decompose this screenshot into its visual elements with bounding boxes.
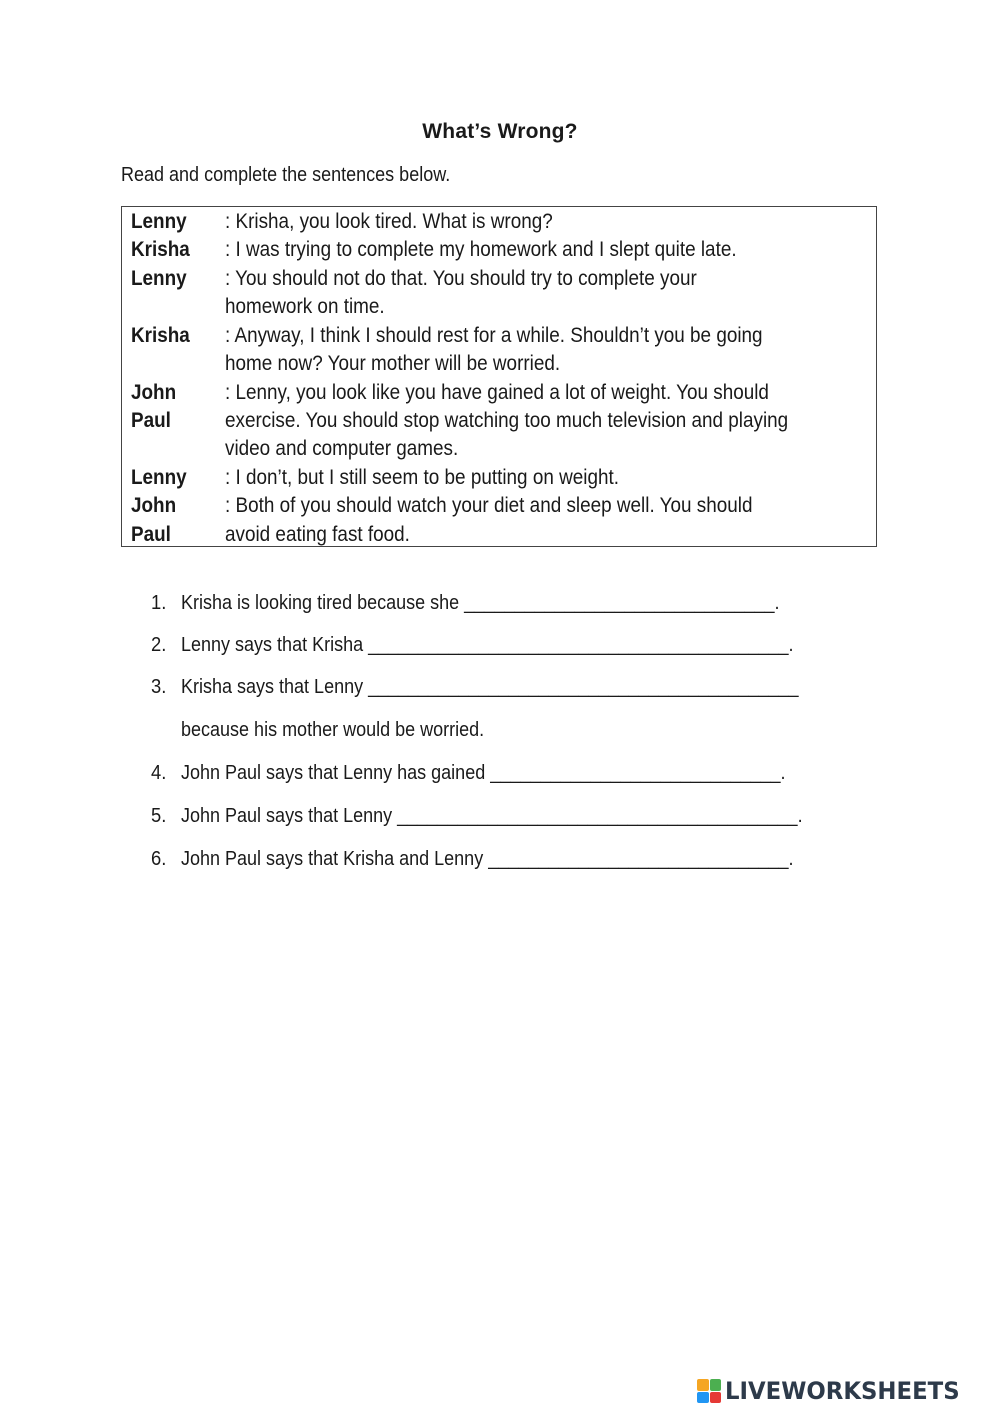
question-text[interactable]: John Paul says that Lenny ________________________________________. [181,805,803,827]
speaker-name: Paul [131,523,171,546]
speaker-name: Krisha [131,324,190,347]
liveworksheets-logo [697,1377,972,1405]
question-number: 1. [151,592,167,614]
dialogue-line: video and computer games. [225,437,459,460]
dialogue-line: : I was trying to complete my homework and I slept quite late. [225,238,737,261]
dialogue-line: avoid eating fast food. [225,523,410,546]
dialogue-line: exercise. You should stop watching too much television and playing [225,409,789,432]
speaker-name: Lenny [131,210,187,233]
logo-block [697,1379,709,1391]
speaker-name: John [131,381,177,404]
question-text[interactable]: Lenny says that Krisha __________________________________________. [181,634,794,656]
question-continuation: because his mother would be worried. [181,719,485,741]
dialogue-line: : Both of you should watch your diet and sleep well. You should [225,494,753,517]
question-number: 5. [151,805,167,827]
dialogue-line: : You should not do that. You should try to complete your [225,267,697,290]
logo-text: LIVEWORKSHEETS [725,1377,960,1405]
speaker-name: Lenny [131,466,187,489]
question-text[interactable]: John Paul says that Lenny has gained _____________________________. [181,762,786,784]
logo-block [710,1392,722,1404]
question-number: 6. [151,848,167,870]
logo-blocks-icon [697,1379,721,1403]
speaker-name: Krisha [131,238,190,261]
dialogue-line: homework on time. [225,295,385,318]
page-title: What’s Wrong? [422,120,578,143]
dialogue-box [121,206,877,547]
instructions: Read and complete the sentences below. [121,164,451,186]
question-text[interactable]: Krisha is looking tired because she _______________________________. [181,592,780,614]
logo-block [710,1379,722,1391]
speaker-name: Lenny [131,267,187,290]
question-text[interactable]: Krisha says that Lenny ___________________________________________ [181,676,799,698]
dialogue-line: : Anyway, I think I should rest for a while. Shouldn’t you be going [225,324,763,347]
dialogue-line: : Krisha, you look tired. What is wrong? [225,210,553,233]
question-number: 4. [151,762,167,784]
logo-block [697,1392,709,1404]
dialogue-line: : I don’t, but I still seem to be putting on weight. [225,466,619,489]
speaker-name: John [131,494,177,517]
dialogue-line: : Lenny, you look like you have gained a lot of weight. You should [225,381,769,404]
speaker-name: Paul [131,409,171,432]
question-text[interactable]: John Paul says that Krisha and Lenny ______________________________. [181,848,794,870]
question-number: 3. [151,676,167,698]
dialogue-line: home now? Your mother will be worried. [225,352,561,375]
question-number: 2. [151,634,167,656]
